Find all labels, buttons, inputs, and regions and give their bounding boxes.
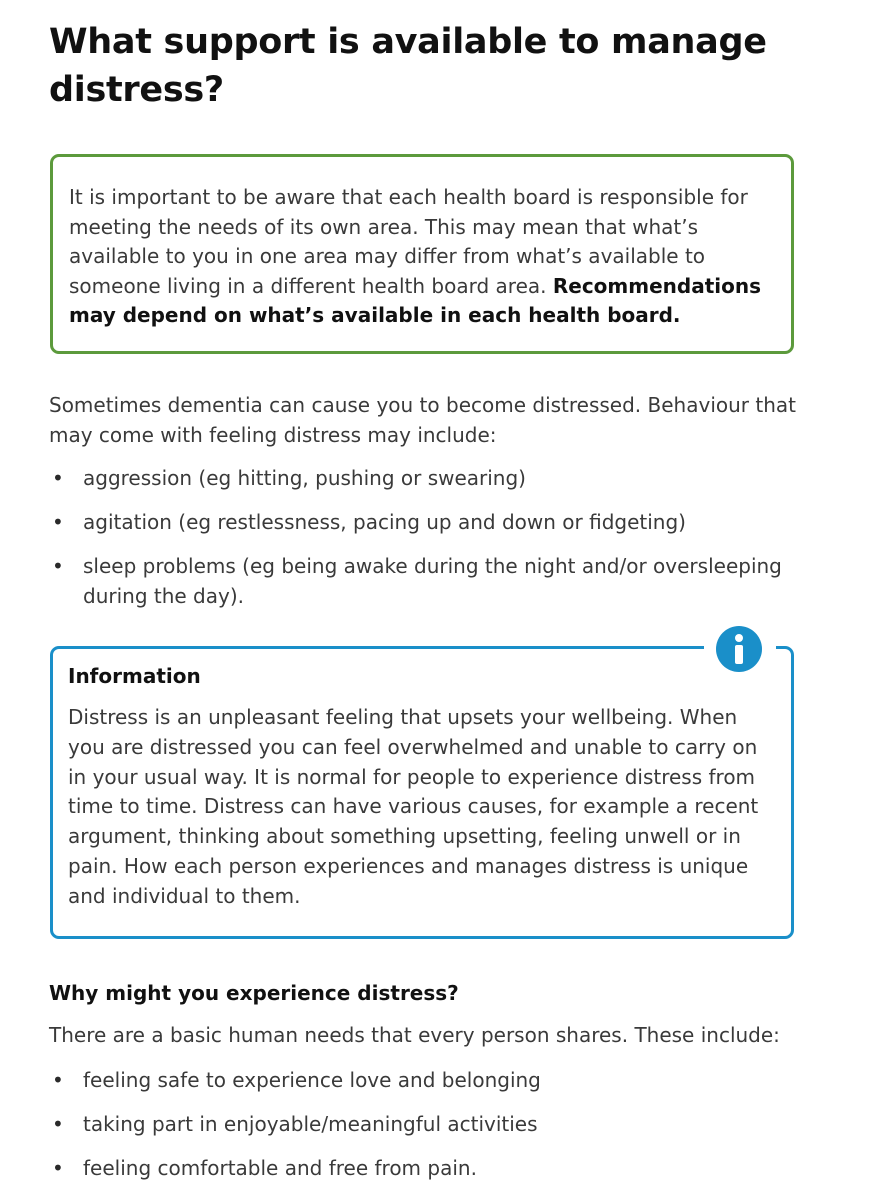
health-board-notice <box>50 154 794 354</box>
bullet-icon: • <box>52 554 64 578</box>
list-item <box>49 1109 839 1139</box>
bullet-icon: • <box>52 510 64 534</box>
list-item <box>49 551 839 611</box>
bullet-icon: • <box>52 1156 64 1180</box>
info-badge <box>704 622 776 674</box>
needs-list <box>49 1065 839 1197</box>
why-heading: Why might you experience distress? <box>49 981 459 1005</box>
notice-text: It is important to be aware that each health board is responsible for meeting the needs of its own area. This may mean that what’s available to you in one area may differ from what’s available to someone living in a different health board area. <box>69 185 748 298</box>
list-item-text: agitation (eg restlessness, pacing up and down or fidgeting) <box>83 510 686 534</box>
page-title: What support is available to manage distress? <box>49 22 767 110</box>
information-text: Distress is an unpleasant feeling that upsets your wellbeing. When you are distressed you can feel overwhelmed and unable to carry on in your usual way. It is normal for people to experience distress from time to time. Distress can have various causes, for example a recent argument, thinking about something upsetting, feeling unwell or in pain. How each person experiences and manages distress is unique and individual to them. <box>68 705 759 908</box>
list-item-text: feeling safe to experience love and belonging <box>83 1068 541 1092</box>
list-item <box>49 1065 839 1095</box>
bullet-icon: • <box>52 1112 64 1136</box>
information-box <box>50 646 794 939</box>
distress-intro: Sometimes dementia can cause you to become distressed. Behaviour that may come with feeling distress may include: <box>49 393 796 447</box>
list-item-text: taking part in enjoyable/meaningful activities <box>83 1112 538 1136</box>
bullet-icon: • <box>52 1068 64 1092</box>
behaviour-list <box>49 463 839 625</box>
list-item-text: sleep problems (eg being awake during the night and/or oversleeping during the day). <box>83 554 782 608</box>
bullet-icon: • <box>52 466 64 490</box>
list-item-text: feeling comfortable and free from pain. <box>83 1156 477 1180</box>
list-item <box>49 1153 839 1183</box>
list-item <box>49 507 839 537</box>
list-item <box>49 463 839 493</box>
info-icon <box>716 626 762 672</box>
notice-emphasis: Recommendations may depend on what’s available in each health board. <box>69 273 762 328</box>
information-title: Information <box>68 664 201 688</box>
list-item-text: aggression (eg hitting, pushing or swearing) <box>83 466 526 490</box>
needs-intro: There are a basic human needs that every person shares. These include: <box>49 1023 780 1047</box>
